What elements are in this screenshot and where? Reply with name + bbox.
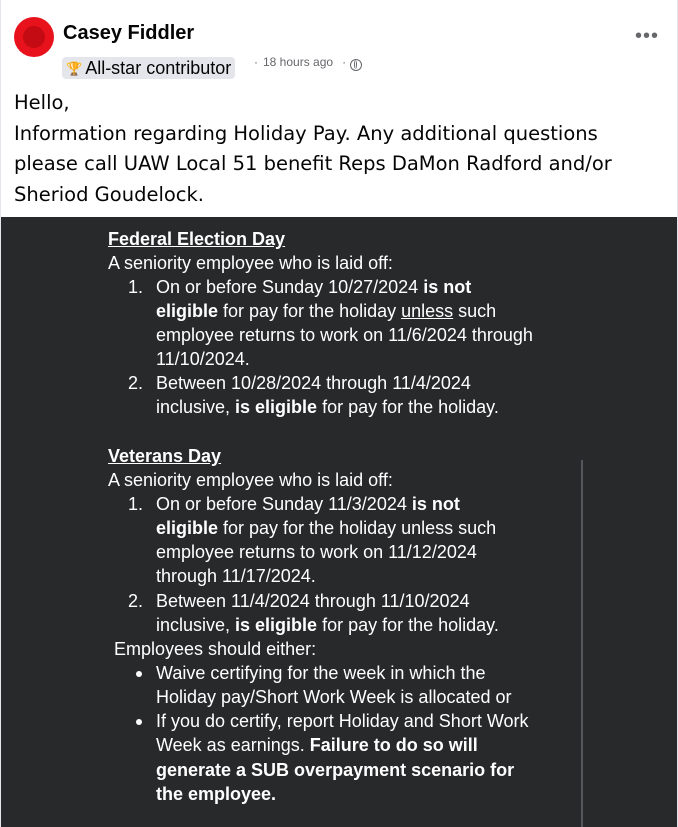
federal-item1-line4: 11/10/2024. — [156, 349, 250, 369]
federal-item1-line3: employee returns to work on 11/6/2024 through — [156, 325, 533, 345]
veterans-item2-line1: Between 11/4/2024 through 11/10/2024 — [156, 591, 470, 611]
post-text-line: Sheriod Goudelock. — [14, 182, 205, 206]
federal-item1-line1: On or before Sunday 10/27/2024 is not — [156, 277, 472, 297]
veterans-item1-line3: employee returns to work on 11/12/2024 — [156, 542, 477, 562]
employees-bullet2-line4: the employee. — [156, 784, 277, 804]
list-number: 1. — [128, 494, 144, 514]
avatar[interactable] — [14, 17, 54, 57]
employees-intro: Employees should either: — [114, 639, 317, 659]
list-number: 2. — [128, 591, 144, 611]
separator-dot: · — [254, 55, 258, 69]
post-meta — [254, 55, 362, 69]
list-number: 2. — [128, 373, 144, 393]
employees-bullet1-line1: Waive certifying for the week in which the — [156, 663, 486, 683]
list-number: 1. — [128, 277, 144, 297]
employees-bullet1-line2: Holiday pay/Short Work Week is allocated or — [156, 687, 512, 707]
federal-item1-line2: eligible for pay for the holiday unless such — [156, 301, 497, 321]
federal-item2-line2: inclusive, is eligible for pay for the holiday. — [156, 397, 499, 417]
federal-item2-line1: Between 10/28/2024 through 11/4/2024 — [156, 373, 471, 393]
veterans-item1-line4: through 11/17/2024. — [156, 566, 316, 586]
more-options-icon[interactable]: ••• — [635, 25, 660, 47]
veterans-item1-line1: On or before Sunday 11/3/2024 is not — [156, 494, 460, 514]
post-text-line: please call UAW Local 51 benefit Reps DaMon Radford and/or — [14, 152, 612, 175]
post-body-text — [14, 88, 654, 210]
employees-bullet2-line1: If you do certify, report Holiday and Short Work — [156, 711, 529, 731]
post-text-line: Information regarding Holiday Pay. Any additional questions — [14, 121, 598, 145]
globe-icon[interactable] — [350, 59, 362, 71]
separator-dot: · — [342, 55, 347, 69]
attached-image[interactable] — [1, 217, 678, 827]
contributor-badge[interactable] — [62, 57, 235, 79]
federal-heading: Federal Election Day — [108, 229, 286, 249]
bullet-icon — [136, 719, 142, 725]
post-text-line: Hello, — [14, 91, 70, 114]
post-timestamp[interactable]: 18 hours ago — [263, 55, 334, 69]
trophy-icon: 🏆 — [66, 60, 83, 76]
badge-label: All-star contributor — [85, 57, 232, 78]
veterans-intro: A seniority employee who is laid off: — [108, 470, 393, 490]
author-name[interactable]: Casey Fiddler — [63, 22, 195, 44]
employees-bullet2-line2: Week as earnings. Failure to do so will — [156, 735, 478, 755]
federal-intro: A seniority employee who is laid off: — [108, 253, 393, 273]
image-divider-line — [581, 460, 583, 827]
veterans-heading: Veterans Day — [108, 446, 222, 466]
bullet-icon — [136, 671, 142, 677]
veterans-item1-line2: eligible for pay for the holiday unless such — [156, 518, 497, 538]
veterans-item2-line2: inclusive, is eligible for pay for the holiday. — [156, 615, 499, 635]
employees-bullet2-line3: generate a SUB overpayment scenario for — [156, 760, 515, 780]
